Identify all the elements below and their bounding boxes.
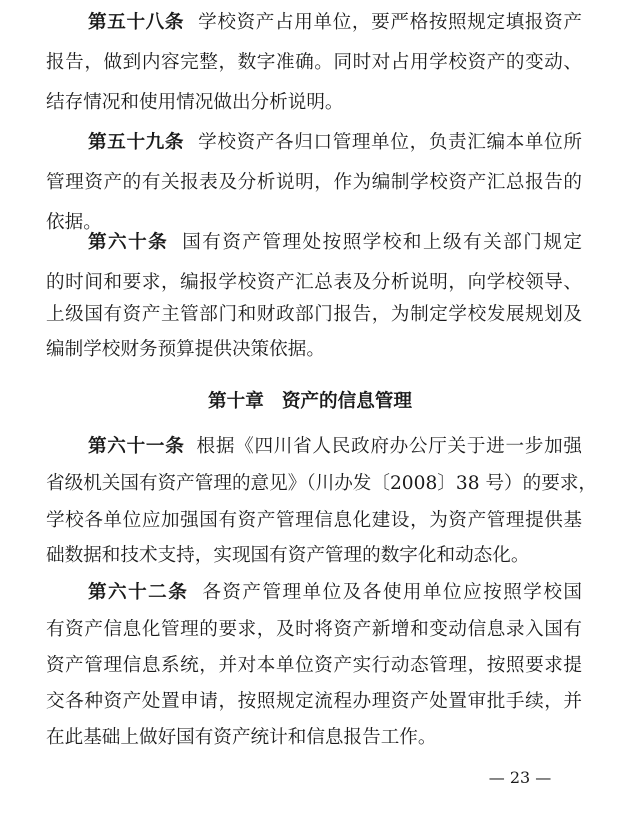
article-61-line-3: 学校各单位应加强国有资产管理信息化建设，为资产管理提供基 (46, 510, 582, 531)
article-number: 第五十九条 (88, 132, 185, 153)
article-text: 学校资产各归口管理单位，负责汇编本单位所 (198, 132, 582, 153)
article-61-line-4: 础数据和技术支持，实现国有资产管理的数字化和动态化。 (46, 545, 530, 566)
article-60-line-3: 上级国有资产主管部门和财政部门报告，为制定学校发展规划及 (46, 304, 582, 325)
article-number: 第五十八条 (88, 12, 185, 33)
article-60-line-2: 的时间和要求，编报学校资产汇总表及分析说明，向学校领导、 (46, 272, 582, 293)
article-62-line-3: 资产管理信息系统，并对本单位资产实行动态管理，按照要求提 (46, 655, 582, 676)
article-text: 国有资产管理处按照学校和上级有关部门规定 (182, 232, 582, 253)
article-58-first-line (88, 6, 582, 40)
article-number: 第六十二条 (88, 582, 189, 603)
article-58-line-3: 结存情况和使用情况做出分析说明。 (46, 92, 344, 113)
chapter-title: 资产的信息管理 (281, 391, 412, 412)
article-text: 根据《四川省人民政府办公厅关于进一步加强 (196, 436, 582, 457)
article-62-line-4: 交各种资产处置申请，按照规定流程办理资产处置审批手续，并 (46, 691, 582, 712)
article-61-line-2: 省级机关国有资产管理的意见》（川办发〔2008〕38 号）的要求， (46, 473, 598, 494)
article-59-line-3: 依据。 (46, 212, 102, 233)
article-62-line-2: 有资产信息化管理的要求，及时将资产新增和变动信息录入国有 (46, 619, 582, 640)
article-59-first-line (88, 126, 582, 160)
article-60-line-4: 编制学校财务预算提供决策依据。 (46, 339, 325, 360)
article-61-first-line (88, 430, 582, 464)
chapter-number: 第十章 (208, 391, 264, 412)
article-number: 第六十条 (88, 232, 169, 253)
page-number: — 23 — (488, 768, 552, 787)
article-58-line-2: 报告，做到内容完整，数字准确。同时对占用学校资产的变动、 (46, 52, 582, 73)
article-text: 各资产管理单位及各使用单位应按照学校国 (202, 582, 582, 603)
article-text: 学校资产占用单位，要严格按照规定填报资产 (198, 12, 582, 33)
chapter-heading (0, 385, 620, 419)
article-60-first-line (88, 226, 582, 260)
article-62-line-5: 在此基础上做好国有资产统计和信息报告工作。 (46, 727, 437, 748)
article-62-first-line (88, 576, 582, 610)
article-number: 第六十一条 (88, 436, 185, 457)
article-59-line-2: 管理资产的有关报表及分析说明，作为编制学校资产汇总报告的 (46, 172, 582, 193)
